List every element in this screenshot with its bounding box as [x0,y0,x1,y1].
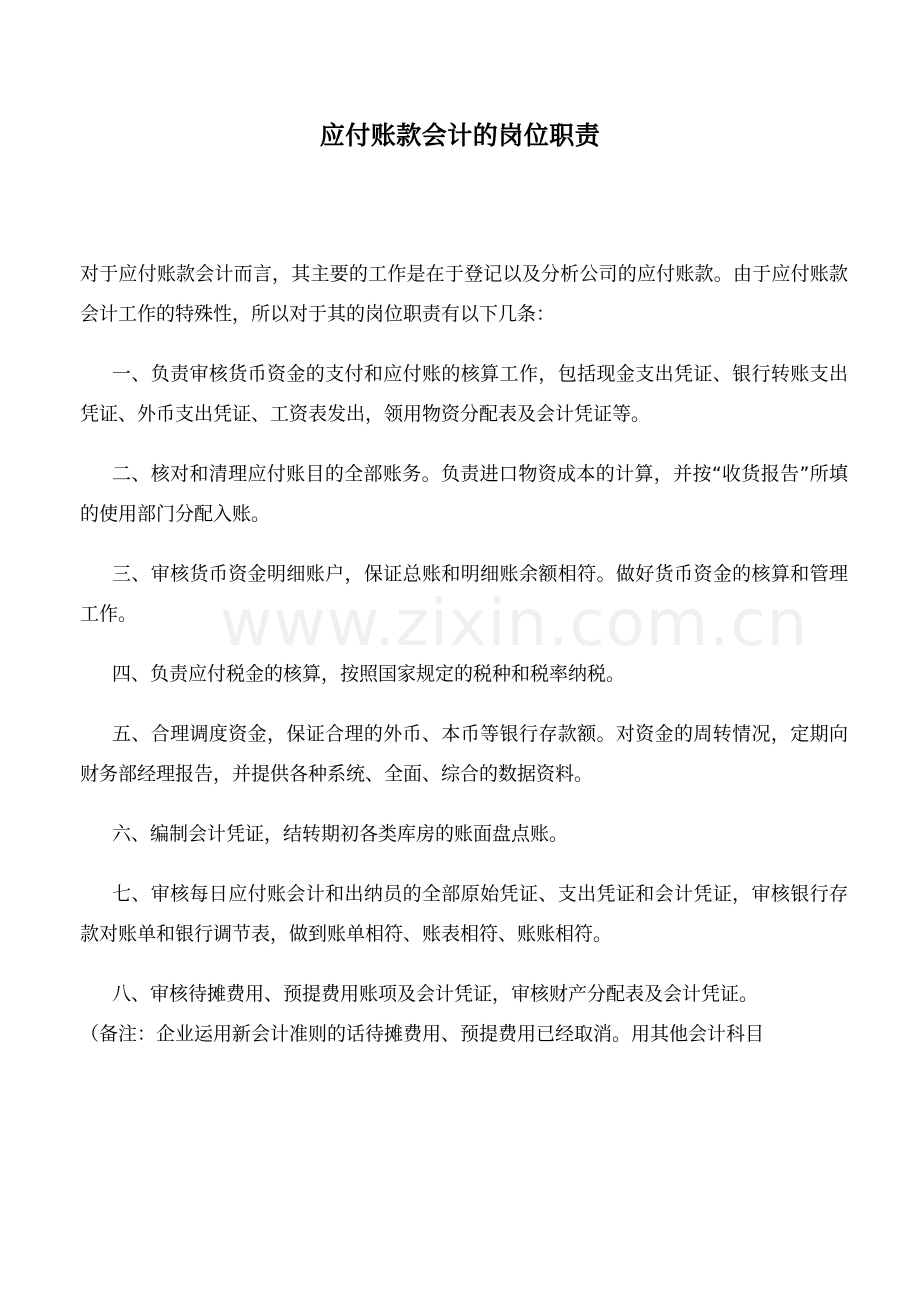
paragraph-duty-8: 八、审核待摊费用、预提费用账项及会计凭证，审核财产分配表及会计凭证。 [112,983,759,1005]
paragraph-duty-7: 七、审核每日应付账会计和出纳员的全部原始凭证、支出凭证和会计凭证，审核银行存款对账单和银行调节表，做到账单相符、账表相符、账账相符。 [80,883,848,945]
paragraph-intro: 对于应付账款会计而言，其主要的工作是在于登记以及分析公司的应付账款。由于应付账款会计工作的特殊性，所以对于其的岗位职责有以下几条： [80,263,848,325]
paragraph-duty-1: 一、负责审核货币资金的支付和应付账的核算工作，包括现金支出凭证、银行转账支出凭证、外币支出凭证、工资表发出，领用物资分配表及会计凭证等。 [80,363,848,425]
paragraph-duty-3: 三、审核货币资金明细账户，保证总账和明细账余额相符。做好货币资金的核算和管理工作。 [80,563,848,625]
paragraph-duty-6: 六、编制会计凭证，结转期初各类库房的账面盘点账。 [112,823,569,845]
paragraph-duty-2: 二、核对和清理应付账目的全部账务。负责进口物资成本的计算，并按“收货报告”所填的使用部门分配入账。 [80,463,848,525]
paragraph-duty-5: 五、合理调度资金，保证合理的外币、本币等银行存款额。对资金的周转情况，定期向财务部经理报告，并提供各种系统、全面、综合的数据资料。 [80,723,848,785]
watermark: www.zixin.com.cn [220,587,809,661]
paragraph-duty-4: 四、负责应付税金的核算，按照国家规定的税种和税率纳税。 [112,663,626,685]
document-title: 应付账款会计的岗位职责 [319,121,601,150]
paragraph-note: （备注：企业运用新会计准则的话待摊费用、预提费用已经取消。用其他会计科目 [80,1023,765,1045]
document-body [80,254,848,1074]
